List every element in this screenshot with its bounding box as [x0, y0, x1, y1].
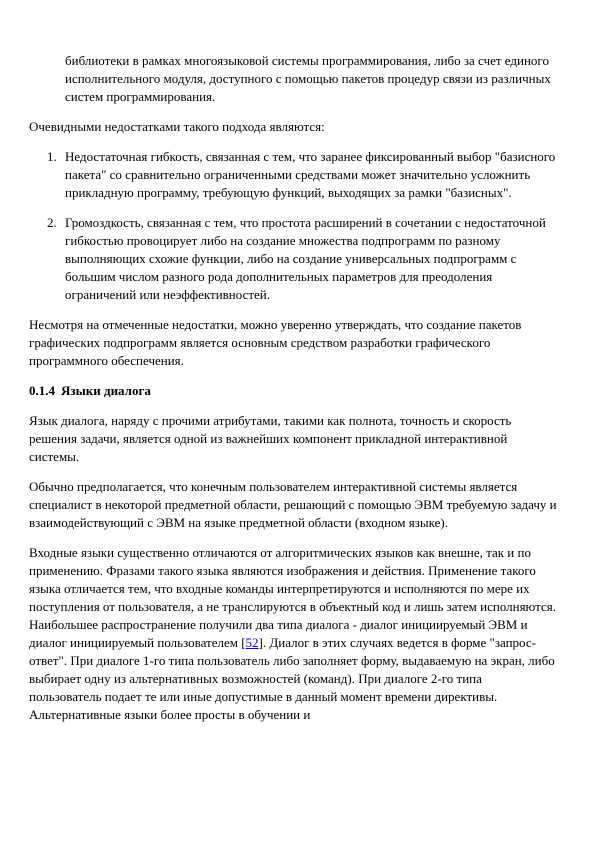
continuation-paragraph: библиотеки в рамках многоязыковой системы программирования, либо за счет единого исполнительного модуля, доступного с помощью пакетов процедур связи из различных систем программирования. [65, 53, 551, 104]
list-item [29, 148, 557, 202]
conclusion-paragraph: Несмотря на отмеченные недостатки, можно уверенно утверждать, что создание пакетов графических подпрограмм является основным средством разработки графического программного обеспечения. [29, 317, 522, 368]
section-title: Языки диалога [61, 383, 151, 398]
paragraph-text-after-ref: ]. Диалог в этих случаях ведется в форме "запрос-ответ". При диалоге 1-го типа пользователь либо заполняет форму, выдаваемую на экран, либо выбирает одну из альтернативных возможностей (команд). При диалоге 2-го типа пользователь подает те или иные допустимые в данный момент времени директивы. Альтернативные языки более просты в обучении и [29, 635, 555, 722]
list-item-text: Недостаточная гибкость, связанная с тем, что заранее фиксированный выбор "базисного пакета" со сравнительно ограниченными средствами может значительно усложнить прикладную программу, требующую функций, выходящих за рамки "базисных". [65, 149, 556, 200]
document-page [29, 52, 557, 724]
list-item [29, 214, 557, 304]
end-user-paragraph: Обычно предполагается, что конечным пользователем интерактивной системы является специалист в некоторой предметной области, решающий с помощью ЭВМ требуемую задачу и взаимодействующий с ЭВМ на языке предметной области (входном языке). [29, 479, 557, 530]
paragraph-text-before-ref: Входные языки существенно отличаются от алгоритмических языков как внешне, так и по применению. Фразами такого языка являются изображения и действия. Применение такого языка отличается тем, что входные команды интерпретируются и исполняются по мере их поступления от пользователя, а не транслируются в объектный код и лишь затем исполняются. Наибольшее распространение получили два типа диалога - диалог инициируемый ЭВМ и диалог инициируемый пользователем [ [29, 545, 556, 650]
intro-paragraph: Очевидными недостатками такого подхода являются: [29, 119, 325, 134]
disadvantages-list [29, 148, 557, 304]
section-heading [29, 382, 557, 400]
dialog-language-paragraph: Язык диалога, наряду с прочими атрибутами, такими как полнота, точность и скорость решения задачи, является одной из важнейших компонент прикладной интерактивной системы. [29, 413, 512, 464]
section-number: 0.1.4 [29, 383, 55, 398]
list-item-number: 2. [47, 215, 57, 230]
input-languages-paragraph [29, 544, 557, 724]
list-item-text: Громоздкость, связанная с тем, что простота расширений в сочетании с недостаточной гибкостью провоцирует либо на создание множества подпрограмм по разному выполняющих схожие функции, либо на создание универсальных подпрограмм с большим числом разного рода дополнительных параметров для преодоления ограничений или неэффективностей. [65, 215, 546, 302]
list-item-number: 1. [47, 149, 57, 164]
citation-link[interactable]: 52 [245, 635, 259, 650]
